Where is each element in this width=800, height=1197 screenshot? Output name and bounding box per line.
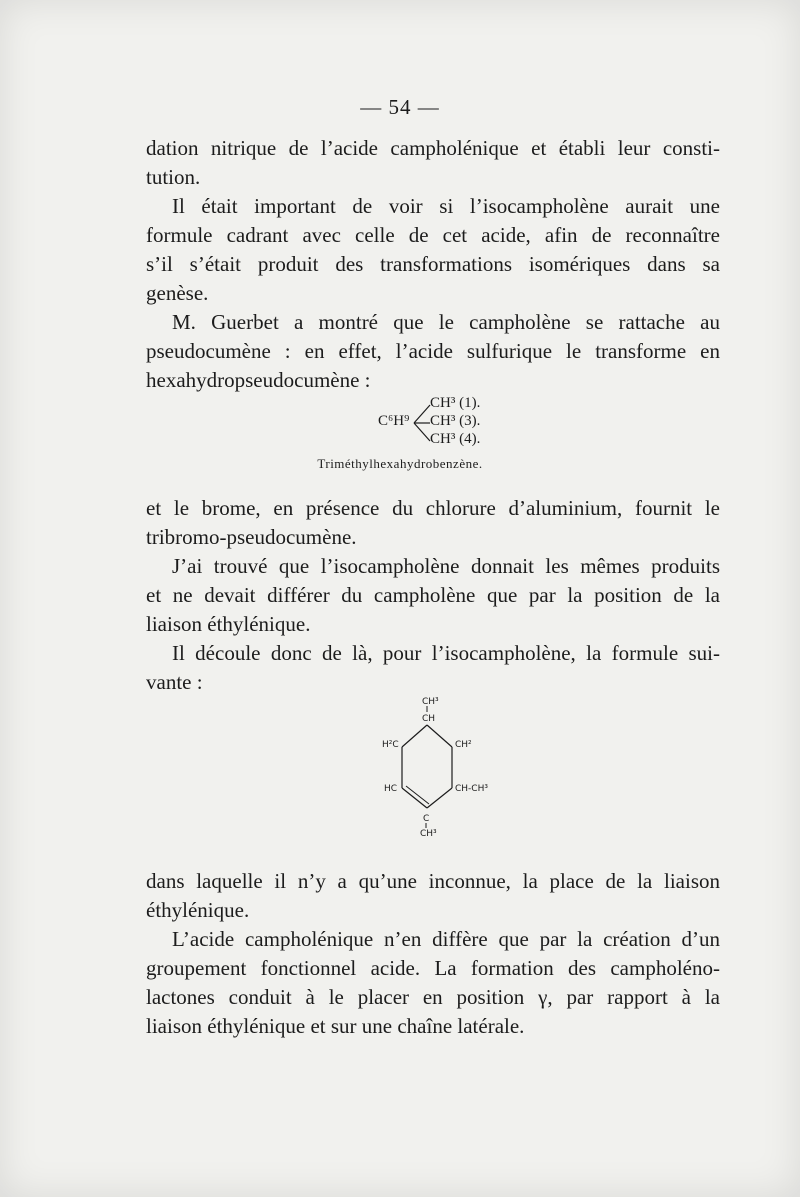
text-line: liaison éthylénique et sur une chaîne latérale.: [146, 1014, 525, 1038]
text-line: et le brome, en présence du chlorure d’aluminium, fournit le: [146, 496, 720, 520]
formula-caption: Triméthylhexahydrobenzène.: [317, 456, 483, 471]
text-line: et ne devait différer du campholène que par la position de la: [146, 583, 720, 607]
formula-core: C⁶H⁹: [378, 413, 410, 429]
ring-bottom: C: [423, 814, 430, 824]
ring-lower-left: HC: [384, 784, 398, 794]
ring-top: CH: [422, 714, 436, 724]
page-number: — 54 —: [360, 95, 440, 119]
ring-top-group: CH³: [422, 697, 439, 707]
ring-upper-left: H²C: [382, 740, 399, 750]
trimethylhexahydrobenzene-formula: [330, 393, 530, 453]
formula-group: CH³ (4).: [430, 431, 481, 447]
ring-lower-right: CH-CH³: [455, 784, 488, 794]
text-line: tribromo-pseudocumène.: [146, 525, 357, 549]
text-line: Il découle donc de là, pour l’isocampholène, la formule sui-: [172, 641, 720, 665]
text-line: genèse.: [146, 281, 209, 305]
text-line: tution.: [146, 165, 201, 189]
text-line: lactones conduit à le placer en position γ, par rapport à la: [146, 985, 720, 1009]
text-line: dans laquelle il n’y a qu’une inconnue, la place de la liaison: [146, 869, 720, 893]
formula-bonds: [413, 393, 431, 453]
text-line: hexahydropseudocumène :: [146, 368, 371, 392]
formula-group: CH³ (3).: [430, 413, 481, 429]
ring-bottom-group: CH³: [420, 829, 437, 839]
text-line: groupement fonctionnel acide. La formation des campholéno-: [146, 956, 720, 980]
text-line: pseudocumène : en effet, l’acide sulfurique le transforme en: [146, 339, 720, 363]
text-line: formule cadrant avec celle de cet acide, afin de reconnaître: [146, 223, 720, 247]
text-line: s’il s’était produit des transformations isomériques dans sa: [146, 252, 720, 276]
text-line: éthylénique.: [146, 898, 250, 922]
ring-upper-right: CH²: [455, 740, 472, 750]
text-line: Il était important de voir si l’isocampholène aurait une: [172, 194, 720, 218]
text-line: L’acide campholénique n’en diffère que par la création d’un: [172, 927, 720, 951]
text-line: vante :: [146, 670, 203, 694]
isocampholene-ring-diagram: [360, 690, 510, 840]
formula-group: CH³ (1).: [430, 395, 481, 411]
text-line: dation nitrique de l’acide campholénique et établi leur consti-: [146, 136, 720, 160]
text-line: liaison éthylénique.: [146, 612, 311, 636]
text-line: M. Guerbet a montré que le campholène se rattache au: [172, 310, 720, 334]
text-line: J’ai trouvé que l’isocampholène donnait les mêmes produits: [172, 554, 720, 578]
